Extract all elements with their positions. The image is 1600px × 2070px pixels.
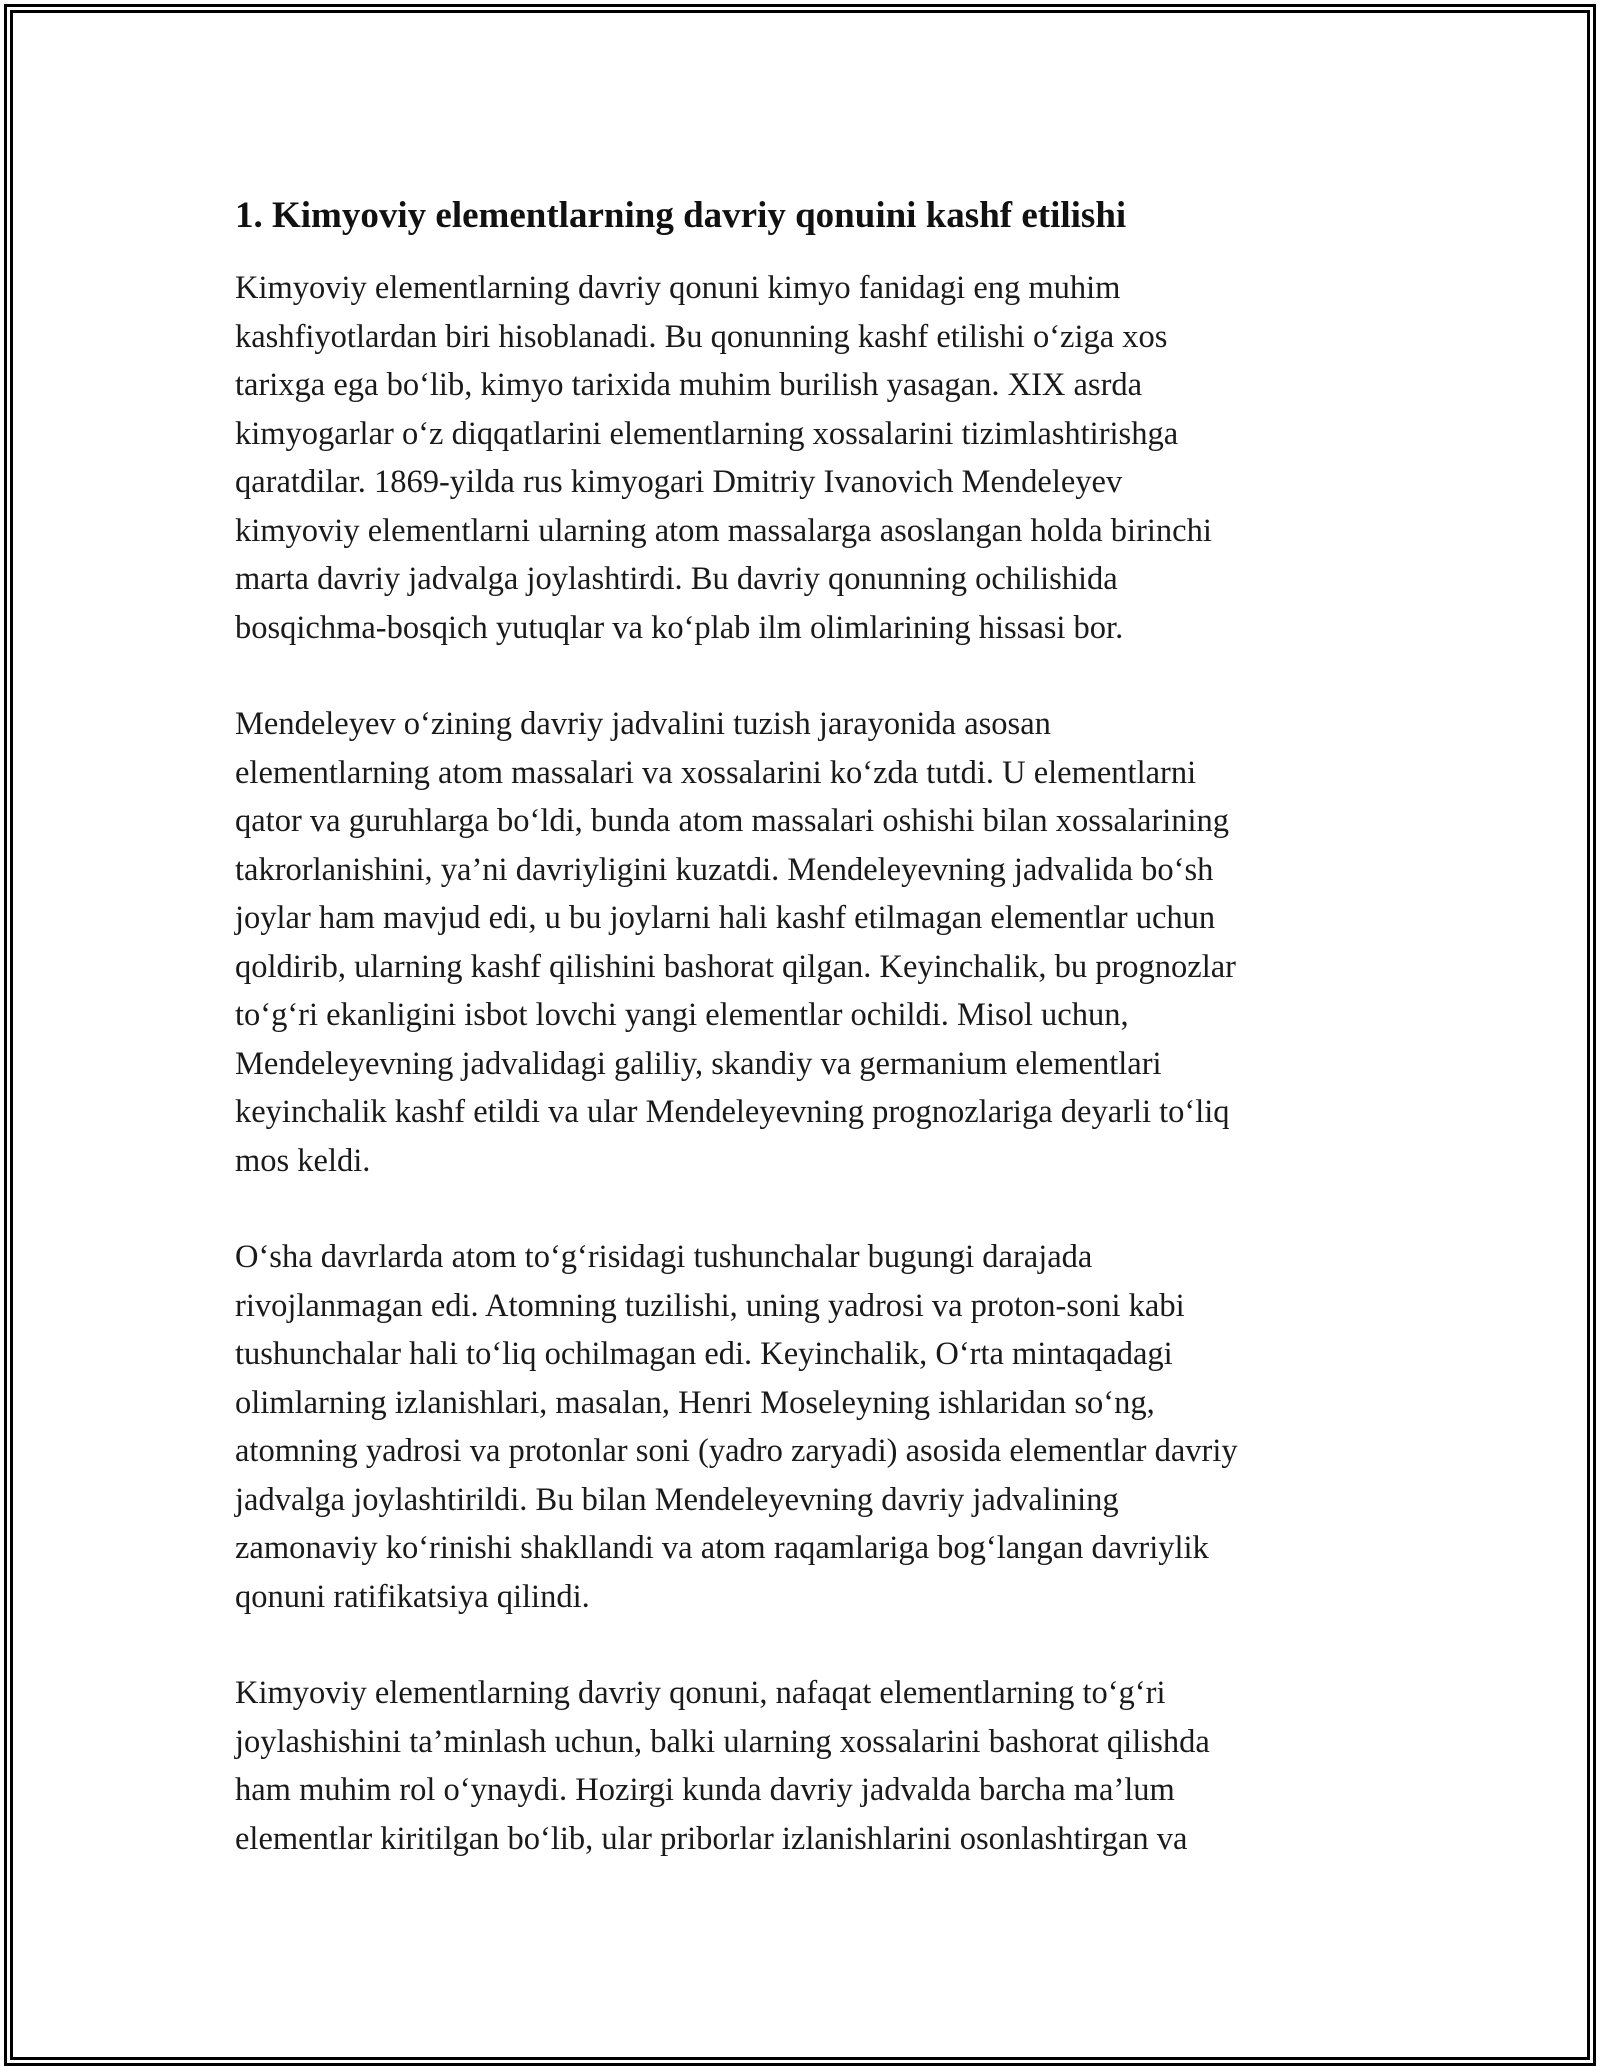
paragraph-1 (235, 264, 1385, 652)
paragraph-3 (235, 1233, 1385, 1621)
text-line: tarixga ega bo‘lib, kimyo tarixida muhim burilish yasagan. XIX asrda (235, 367, 1143, 403)
text-line: zamonaviy ko‘rinishi shakllandi va atom raqamlariga bog‘langan davriylik (235, 1530, 1209, 1566)
text-line: kashfiyotlardan biri hisoblanadi. Bu qonunning kashf etilishi o‘ziga xos (235, 318, 1168, 355)
section-heading: 1. Kimyoviy elementlarning davriy qonuini kashf etilishi (235, 195, 1127, 236)
text-line: joylashishini ta’minlash uchun, balki ularning xossalarini bashorat qilishda (235, 1723, 1210, 1760)
text-line: Mendeleyev o‘zining davriy jadvalini tuzish jarayonida asosan (235, 706, 1051, 742)
text-line: qoldirib, ularning kashf qilishini bashorat qilgan. Keyinchalik, bu prognozlar (235, 948, 1236, 985)
text-line: Kimyoviy elementlarning davriy qonuni, nafaqat elementlarning to‘g‘ri (235, 1675, 1166, 1711)
text-line: qonuni ratifikatsiya qilindi. (235, 1578, 590, 1615)
text-line: to‘g‘ri ekanligini isbot lovchi yangi elementlar ochildi. Misol uchun, (235, 997, 1129, 1033)
text-line: rivojlanmagan edi. Atomning tuzilishi, uning yadrosi va proton-soni kabi (235, 1287, 1185, 1324)
text-line: keyinchalik kashf etildi va ular Mendeleyevning prognozlariga deyarli to‘liq (235, 1094, 1230, 1130)
text-line: bosqichma-bosqich yutuqlar va ko‘plab ilm olimlarining hissasi bor. (235, 609, 1124, 646)
paragraph-4 (235, 1669, 1385, 1863)
text-line: Mendeleyevning jadvalidagi galiliy, skandiy va germanium elementlari (235, 1045, 1162, 1082)
text-line: atomning yadrosi va protonlar soni (yadro zaryadi) asosida elementlar davriy (235, 1433, 1238, 1469)
text-line: O‘sha davrlarda atom to‘g‘risidagi tushunchalar bugungi darajada (235, 1239, 1093, 1275)
text-line: mos keldi. (235, 1142, 371, 1179)
paragraph-2 (235, 700, 1385, 1185)
text-line: marta davriy jadvalga joylashtirdi. Bu davriy qonunning ochilishida (235, 561, 1118, 597)
text-line: qator va guruhlarga bo‘ldi, bunda atom massalari oshishi bilan xossalarining (235, 803, 1230, 839)
text-line: Kimyoviy elementlarning davriy qonuni kimyo fanidagi eng muhim (235, 270, 1121, 306)
document-body (235, 188, 1385, 1911)
text-line: joylar ham mavjud edi, u bu joylarni hali kashf etilmagan elementlar uchun (235, 900, 1216, 936)
text-line: ham muhim rol o‘ynaydi. Hozirgi kunda davriy jadvalda barcha ma’lum (235, 1772, 1175, 1808)
text-line: jadvalga joylashtirildi. Bu bilan Mendeleyevning davriy jadvalining (235, 1481, 1119, 1518)
text-line: kimyogarlar o‘z diqqatlarini elementlarning xossalarini tizimlashtirishga (235, 415, 1179, 452)
text-line: qaratdilar. 1869-yilda rus kimyogari Dmitriy Ivanovich Mendeleyev (235, 464, 1123, 500)
text-line: olimlarning izlanishlari, masalan, Henri Moseleyning ishlaridan so‘ng, (235, 1384, 1155, 1421)
text-line: elementlar kiritilgan bo‘lib, ular priborlar izlanishlarini osonlashtirgan va (235, 1820, 1188, 1857)
text-line: takrorlanishini, ya’ni davriyligini kuzatdi. Mendeleyevning jadvalida bo‘sh (235, 851, 1214, 888)
text-line: tushunchalar hali to‘liq ochilmagan edi. Keyinchalik, O‘rta mintaqadagi (235, 1336, 1173, 1372)
text-line: kimyoviy elementlarni ularning atom massalarga asoslangan holda birinchi (235, 512, 1212, 549)
text-line: elementlarning atom massalari va xossalarini ko‘zda tutdi. U elementlarni (235, 754, 1197, 791)
